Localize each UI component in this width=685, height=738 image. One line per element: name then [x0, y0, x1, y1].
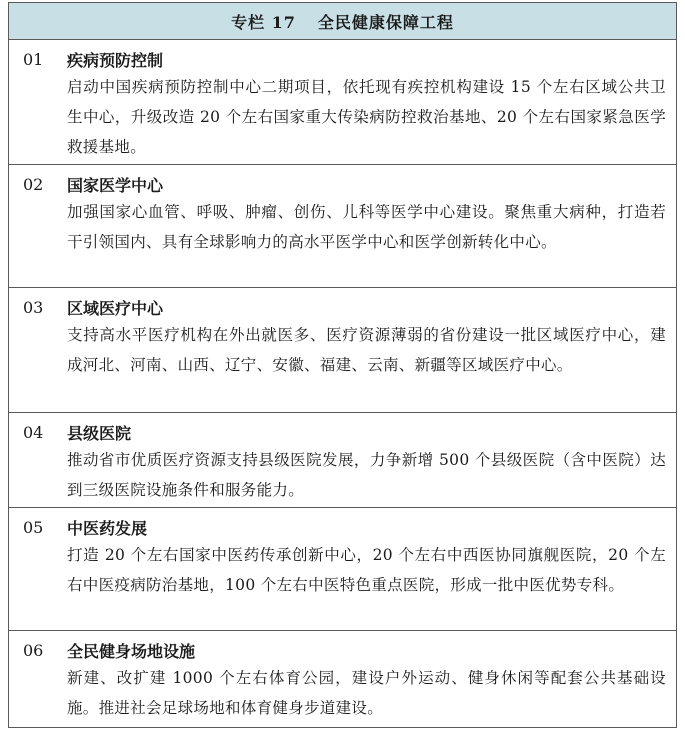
section-tcm-development	[9, 508, 676, 631]
column-box	[8, 2, 677, 728]
section-title: 疾病预防控制	[67, 50, 164, 70]
section-number: 03	[23, 297, 44, 317]
section-regional-medical-center	[9, 288, 676, 413]
section-title: 全民健身场地设施	[67, 641, 196, 661]
section-number: 02	[23, 174, 44, 194]
section-body: 推动省市优质医疗资源支持县级医院发展，力争新增 500 个县级医院（含中医院）达到三级医院设施条件和服务能力。	[67, 451, 666, 499]
section-body: 加强国家心血管、呼吸、肿瘤、创伤、儿科等医学中心建设。聚焦重大病种，打造若干引领国内、具有全球影响力的高水平医学中心和医学创新转化中心。	[67, 203, 666, 251]
section-body: 打造 20 个左右国家中医药传承创新中心，20 个左右中西医协同旗舰医院，20 个左右中医疫病防治基地，100 个左右中医特色重点医院，形成一批中医优势专科。	[67, 546, 666, 594]
section-header	[23, 637, 666, 663]
section-title: 区域医疗中心	[67, 298, 164, 318]
section-fitness-facilities	[9, 631, 676, 727]
section-title: 中医药发展	[67, 518, 148, 538]
column-title-bar	[9, 3, 676, 40]
section-national-medical-center	[9, 165, 676, 288]
section-number: 05	[23, 517, 44, 537]
section-header	[23, 419, 666, 445]
section-body: 新建、改扩建 1000 个左右体育公园，建设户外运动、健身休闲等配套公共基础设施。推进社会足球场地和体育健身步道建设。	[67, 669, 666, 717]
section-number: 06	[23, 640, 44, 660]
column-title: 全民健康保障工程	[317, 12, 454, 32]
section-body: 启动中国疾病预防控制中心二期项目，依托现有疾控机构建设 15 个左右区域公共卫生中心，升级改造 20 个左右国家重大传染病防控救治基地、20 个左右国家紧急医学救援基地。	[67, 78, 666, 156]
section-number: 01	[23, 49, 44, 69]
section-header	[23, 294, 666, 320]
section-title: 国家医学中心	[67, 175, 164, 195]
section-body: 支持高水平医疗机构在外出就医多、医疗资源薄弱的省份建设一批区域医疗中心，建成河北、河南、山西、辽宁、安徽、福建、云南、新疆等区域医疗中心。	[67, 326, 666, 374]
section-county-hospital	[9, 413, 676, 508]
section-number: 04	[23, 422, 44, 442]
section-header	[23, 171, 666, 197]
section-disease-control	[9, 40, 676, 165]
section-title: 县级医院	[67, 423, 132, 443]
column-label: 专栏 17	[231, 12, 296, 32]
section-header	[23, 46, 666, 72]
section-header	[23, 514, 666, 540]
